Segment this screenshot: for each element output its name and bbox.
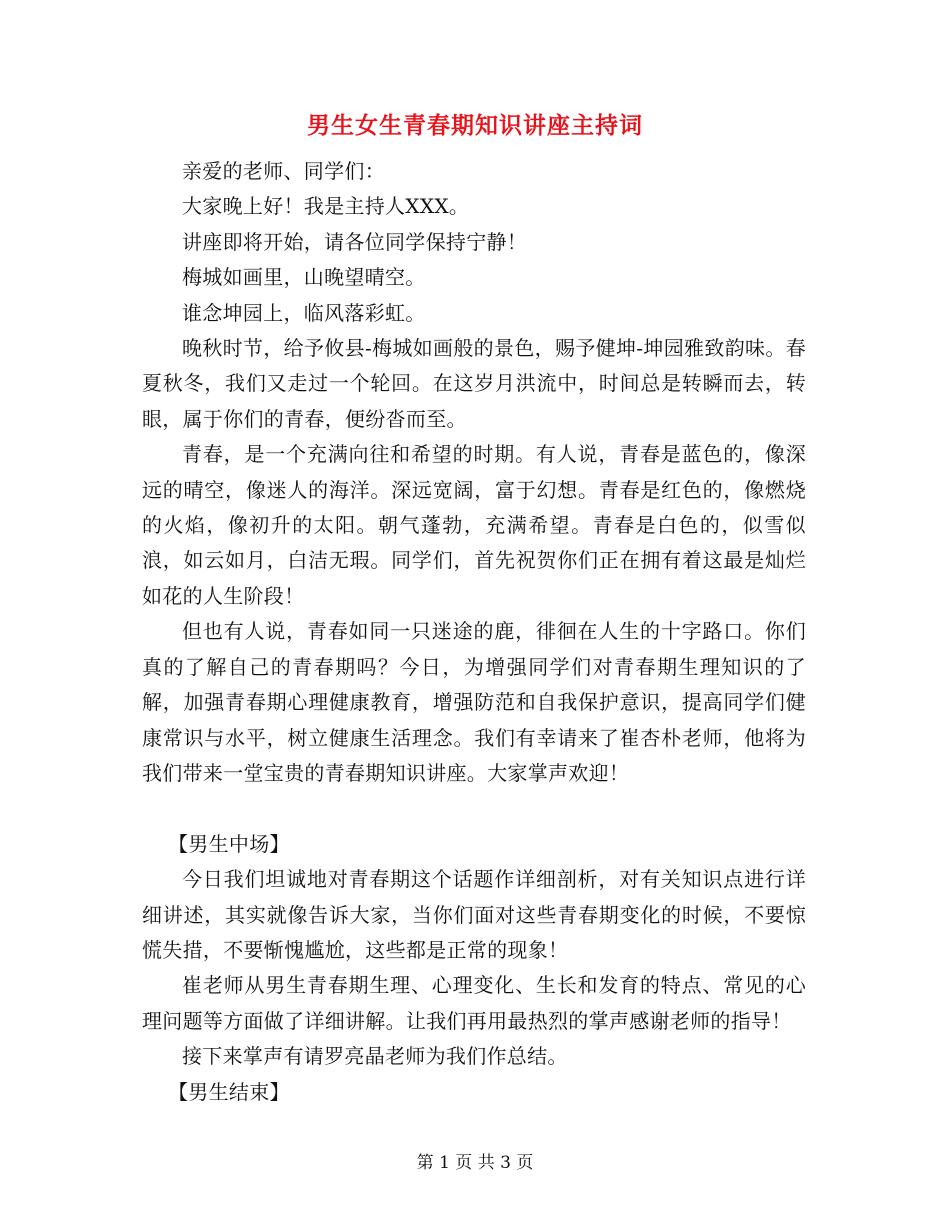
paragraph-summary-invite: 接下来掌声有请罗亮晶老师为我们作总结。 bbox=[182, 1044, 568, 1069]
paragraph-greeting: 亲爱的老师、同学们： bbox=[182, 159, 385, 183]
document-title: 男生女生青春期知识讲座主持词 bbox=[307, 112, 643, 139]
paragraph-host-intro: 大家晚上好！我是主持人XXX。 bbox=[182, 194, 470, 219]
paragraph-youth-colors: 青春，是一个充满向往和希望的时期。有人说，青春是蓝色的，像深远的晴空，像迷人的海洋。深远宽阔，富于幻想。青春是红色的，像燃烧的火焰，像初升的太阳。朝气蓬勃，充满希望。青春是白色的，似雪似浪，如云如月，白洁无瑕。同学们，首先祝贺你们正在拥有着这最是灿烂如花的人生阶段！ bbox=[142, 442, 806, 608]
paragraph-autumn: 晚秋时节，给予攸县-梅城如画般的景色，赐予健坤-坤园雅致韵味。春夏秋冬，我们又走过一个轮回。在这岁月洪流中，时间总是转瞬而去，转眼，属于你们的青春，便纷沓而至。 bbox=[142, 336, 806, 431]
paragraph-thanks: 崔老师从男生青春期生理、心理变化、生长和发育的特点、常见的心理问题等方面做了详细讲解。让我们再用最热烈的掌声感谢老师的指导！ bbox=[142, 973, 806, 1033]
page-number-footer: 第 1 页 共 3 页 bbox=[416, 1153, 534, 1173]
section-heading-boys-middle: 【男生中场】 bbox=[168, 831, 290, 856]
document-body bbox=[142, 154, 806, 1110]
paragraph-lecture-intro: 但也有人说，青春如同一只迷途的鹿，徘徊在人生的十字路口。你们真的了解自己的青春期吗？今日，为增强同学们对青春期生理知识的了解，加强青春期心理健康教育，增强防范和自我保护意识，提高同学们健康常识与水平，树立健康生活理念。我们有幸请来了崔杏朴老师，他将为我们带来一堂宝贵的青春期知识讲座。大家掌声欢迎！ bbox=[142, 619, 806, 785]
section-heading-boys-end: 【男生结束】 bbox=[168, 1079, 290, 1104]
paragraph-quiet-request: 讲座即将开始，请各位同学保持宁静！ bbox=[182, 229, 528, 254]
paragraph-poem-line-2: 谁念坤园上，临风落彩虹。 bbox=[182, 300, 426, 325]
paragraph-poem-line-1: 梅城如画里，山晚望晴空。 bbox=[182, 265, 426, 290]
paragraph-discussion: 今日我们坦诚地对青春期这个话题作详细剖析，对有关知识点进行详细讲述，其实就像告诉大家，当你们面对这些青春期变化的时候，不要惊慌失措，不要惭愧尴尬，这些都是正常的现象！ bbox=[142, 867, 806, 962]
